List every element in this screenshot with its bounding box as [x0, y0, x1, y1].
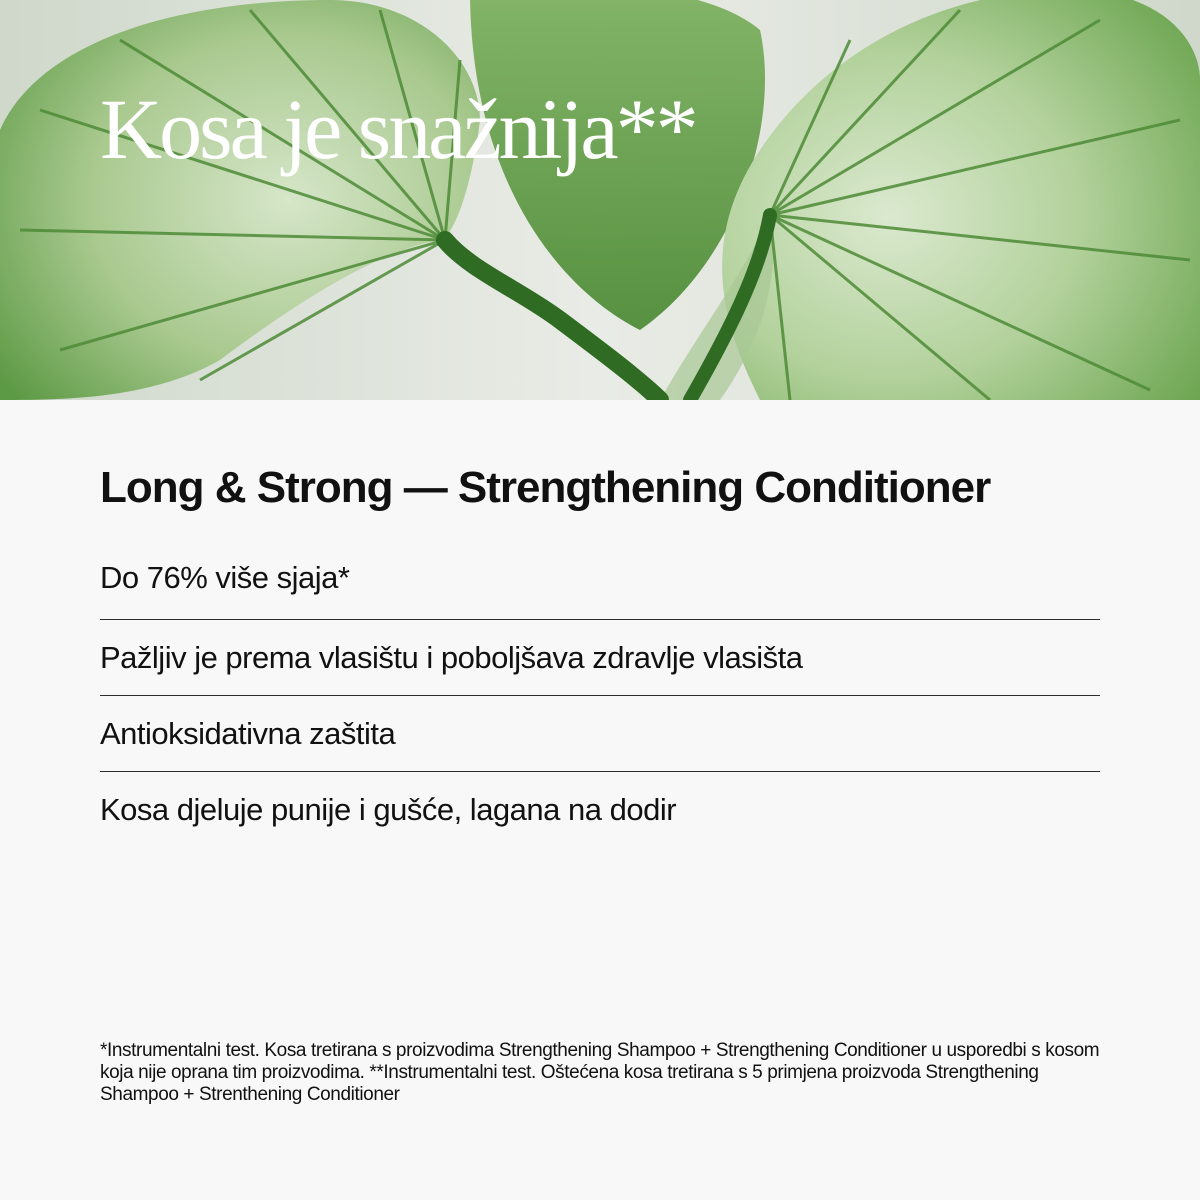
benefit-item: Pažljiv je prema vlasištu i poboljšava zdravlje vlasišta: [100, 620, 1100, 696]
hero-title: Kosa je snažnija**: [100, 81, 696, 177]
benefit-item: Antioksidativna zaštita: [100, 696, 1100, 772]
green-leaves-image: [0, 0, 1200, 400]
hero-banner: [0, 0, 1200, 400]
benefit-item: Kosa djeluje punije i gušće, lagana na dodir: [100, 792, 677, 827]
benefit-item: Do 76% više sjaja*: [100, 544, 1100, 620]
product-title: Long & Strong — Strengthening Conditioner: [100, 463, 991, 512]
product-details: [100, 462, 1100, 848]
footnote: *Instrumentalni test. Kosa tretirana s proizvodima Strengthening Shampoo + Strengthening Conditioner u usporedbi s kosom koja nije oprana tim proizvodima. **Instrumentalni test. Oštećena kosa tretirana s 5 primjena proizvoda Strengthening Shampoo + Strenthening Conditioner: [100, 1040, 1100, 1105]
benefits-list: [100, 544, 1100, 848]
